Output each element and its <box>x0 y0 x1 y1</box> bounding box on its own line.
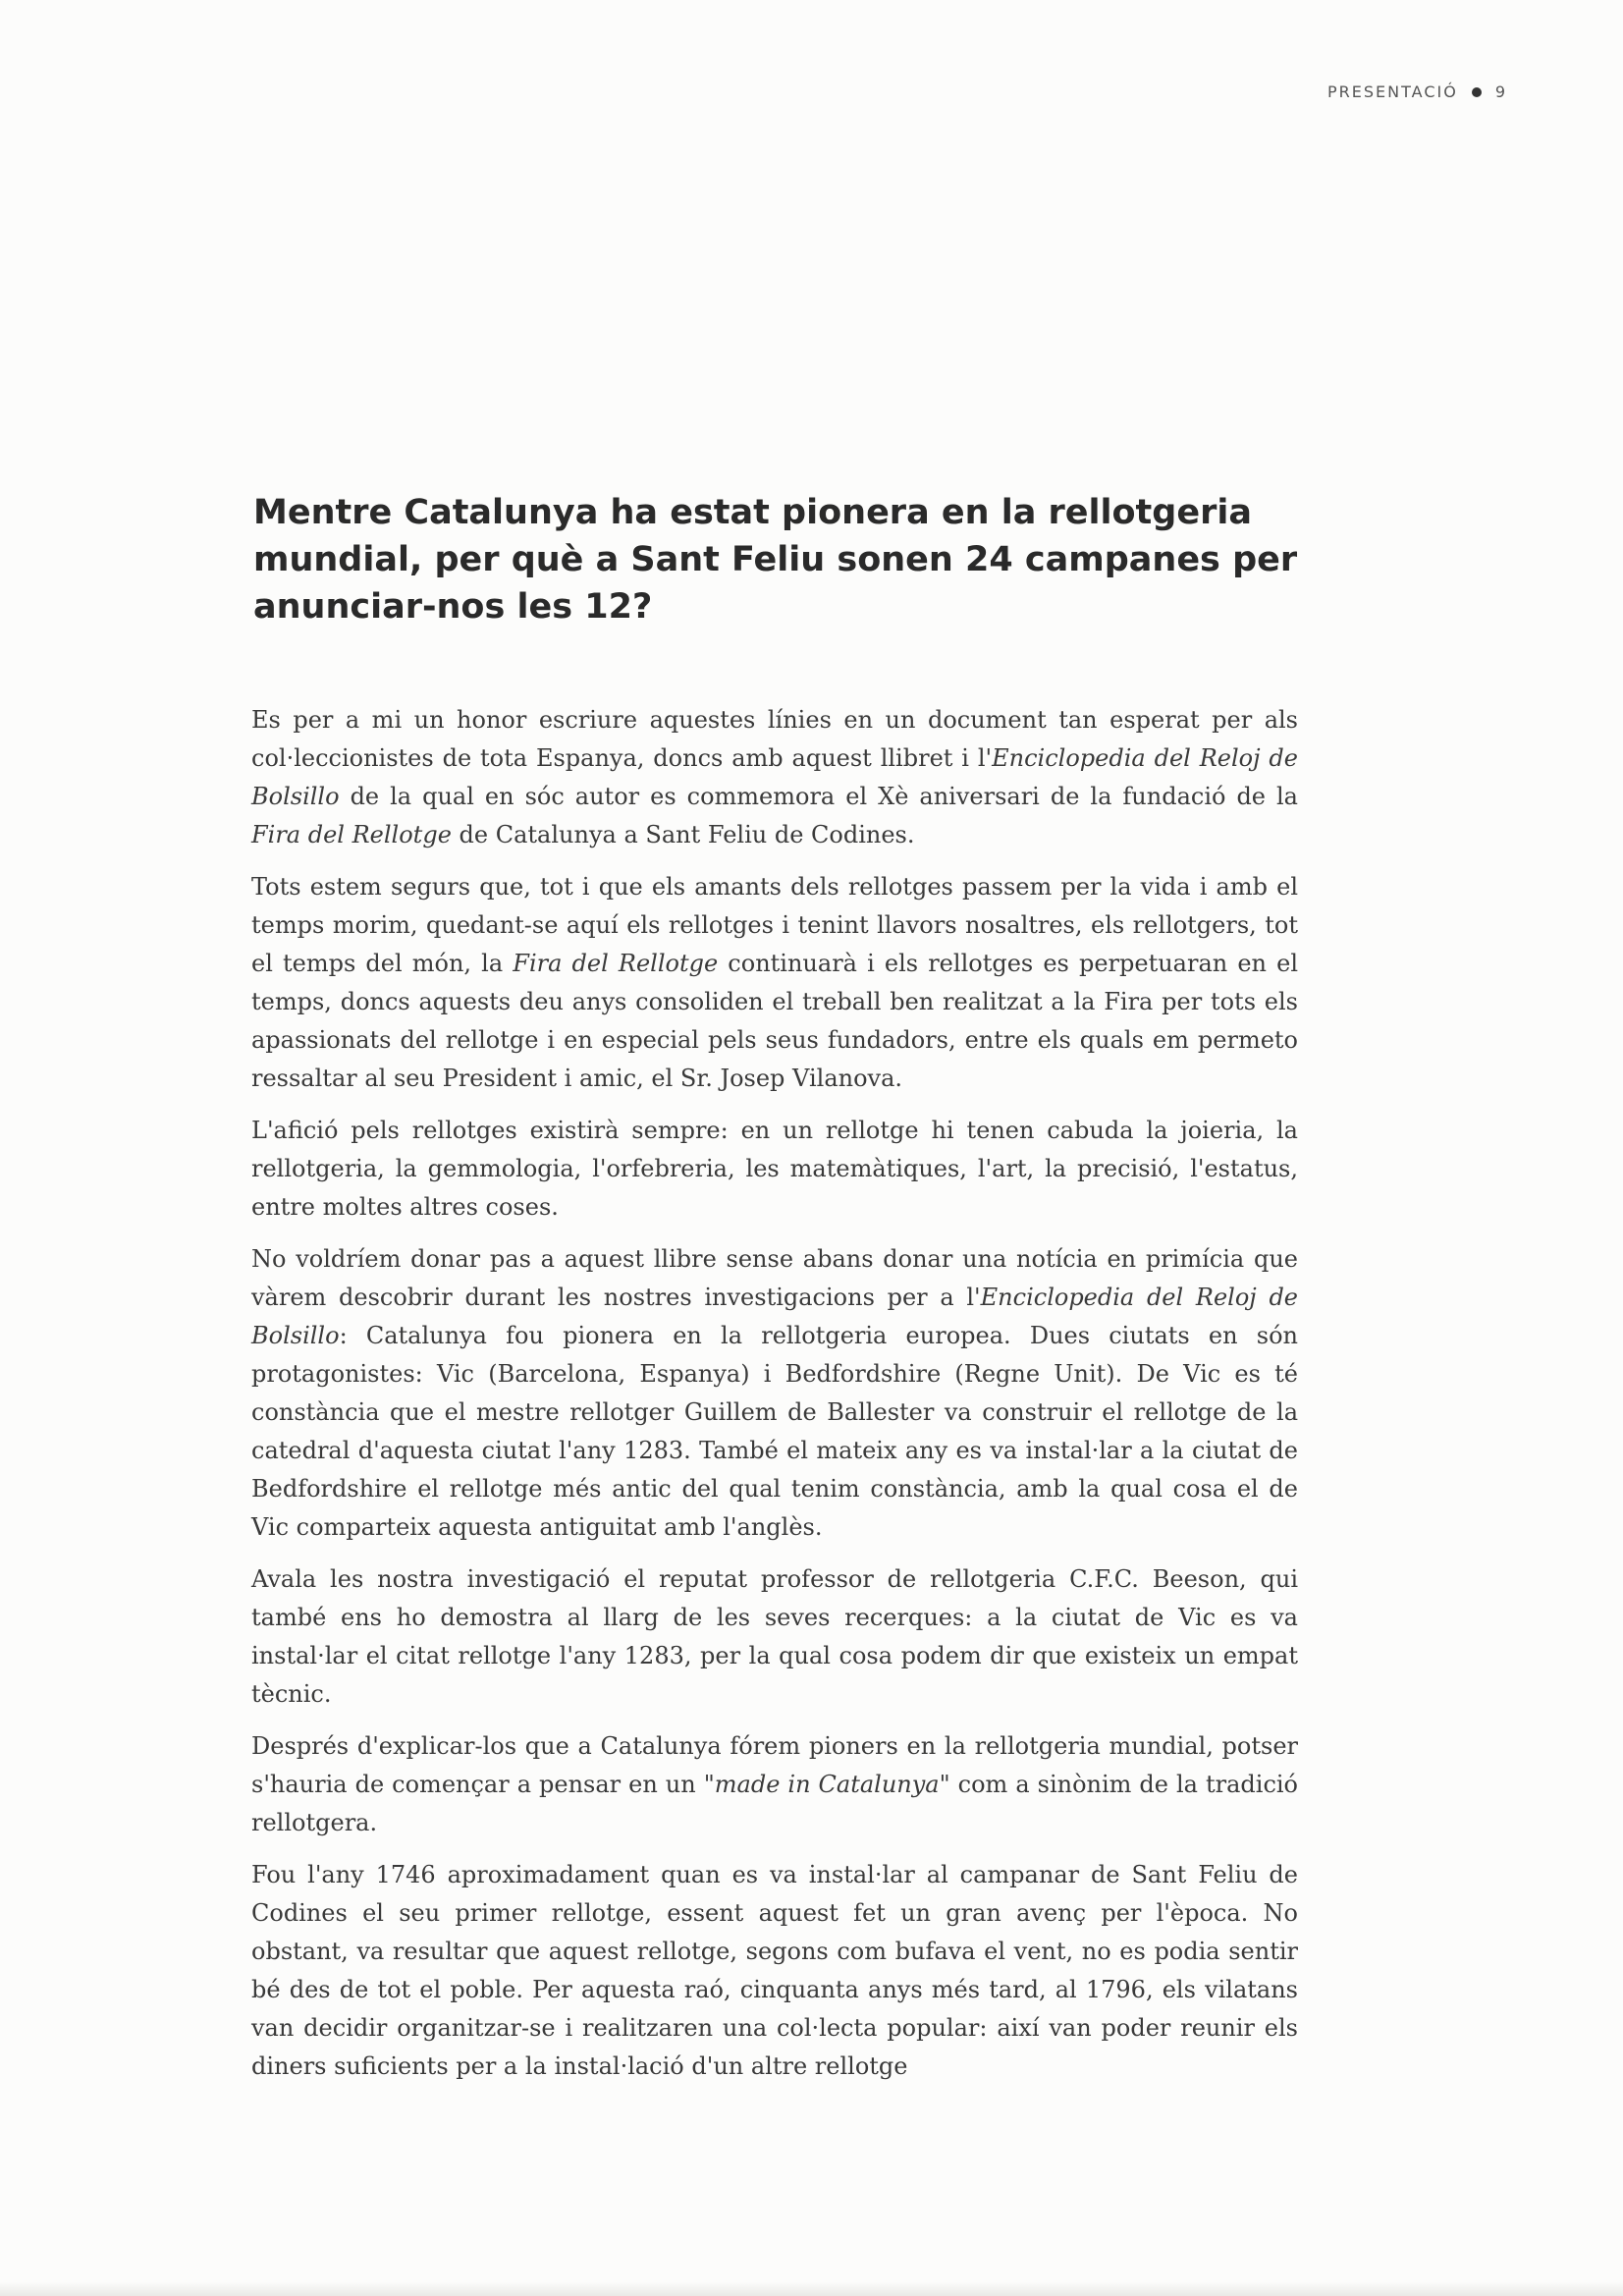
section-title: PRESENTACIÓ <box>1327 82 1458 101</box>
paragraph-text: L'afició pels rellotges existirà sempre: en un rellotge hi tenen cabuda la joieria, la rellotgeria, la gemmologia, l'orfebreria, les matemàtiques, l'art, la precisió, l'estatus, entre moltes altres coses. <box>251 1117 1298 1221</box>
paragraph-1 <box>251 701 1298 854</box>
paragraph-text: Tots estem segurs que, tot i que els amants dels rellotges passem per la vida i amb el temps morim, quedant-se aquí els rellotges i tenint llavors nosaltres, els rellotgers, tot el temps del món, la <box>251 873 1298 977</box>
page-edge-shadow <box>0 2282 1623 2296</box>
paragraph-3 <box>251 1112 1298 1227</box>
body-text <box>251 701 1298 2100</box>
bullet-dot-icon <box>1472 87 1482 97</box>
paragraph-6 <box>251 1727 1298 1842</box>
page-number: 9 <box>1494 82 1507 101</box>
paragraph-text: No voldríem donar pas a aquest llibre sense abans donar una notícia en primícia que vàrem descobrir durant les nostres investigacions per a l' <box>251 1245 1298 1311</box>
paragraph-2 <box>251 868 1298 1098</box>
slogan: made in Catalunya <box>714 1771 940 1798</box>
paragraph-7 <box>251 1856 1298 2086</box>
paragraph-5 <box>251 1560 1298 1714</box>
running-head <box>1327 82 1507 101</box>
paragraph-text: de Catalunya a Sant Feliu de Codines. <box>451 821 915 848</box>
paragraph-text: Avala les nostra investigació el reputat professor de rellotgeria C.F.C. Beeson, qui també ens ho demostra al llarg de les seves recerques: a la ciutat de Vic es va instal·lar el citat rellotge l'any 1283, per la qual cosa podem dir que existeix un empat tècnic. <box>251 1565 1298 1708</box>
paragraph-text: de la qual en sóc autor es commemora el Xè aniversari de la fundació de la <box>339 783 1298 810</box>
fair-name: Fira del Rellotge <box>513 950 719 977</box>
page-heading: Mentre Catalunya ha estat pionera en la rellotgeria mundial, per què a Sant Feliu sonen 24 campanes per anunciar-nos les 12? <box>253 493 1298 627</box>
paragraph-text: Després d'explicar-los que a Catalunya fórem pioners en la rellotgeria mundial, potser s'hauria de començar a pensar en un " <box>251 1732 1298 1798</box>
book-title: Enciclopedia del Reloj de Bolsillo <box>251 1284 1299 1349</box>
paragraph-text: Es per a mi un honor escriure aquestes línies en un document tan esperat per als col·leccionistes de tota Espanya, doncs amb aquest llibret i l' <box>251 706 1298 772</box>
paragraph-4 <box>251 1240 1298 1547</box>
paragraph-text: : Catalunya fou pionera en la rellotgeria europea. Dues ciutats en són protagonistes: Vic (Barcelona, Espanya) i Bedfordshire (Regne Unit). De Vic es té constància que el mestre rellotger Guillem de Ballester va construir el rellotge de la catedral d'aquesta ciutat l'any 1283. També el mateix any es va instal·lar a la ciutat de Bedfordshire el rellotge més antic del qual tenim constància, amb la qual cosa el de Vic comparteix aquesta antiguitat amb l'anglès. <box>251 1322 1298 1541</box>
fair-name: Fira del Rellotge <box>251 821 452 848</box>
book-title: Enciclopedia del Reloj de Bolsillo <box>251 744 1298 810</box>
paragraph-text: " com a sinònim de la tradició rellotgera. <box>251 1771 1299 1836</box>
paragraph-text: continuarà i els rellotges es perpetuaran en el temps, doncs aquests deu anys consoliden el treball ben realitzat a la Fira per tots els apassionats del rellotge i en especial pels seus fundadors, entre els quals em permeto ressaltar al seu President i amic, el Sr. Josep Vilanova. <box>251 950 1299 1092</box>
paragraph-text: Fou l'any 1746 aproximadament quan es va instal·lar al campanar de Sant Feliu de Codines el seu primer rellotge, essent aquest fet un gran avenç per l'època. No obstant, va resultar que aquest rellotge, segons com bufava el vent, no es podia sentir bé des de tot el poble. Per aquesta raó, cinquanta anys més tard, al 1796, els vilatans van decidir organitzar-se i realitzaren una col·lecta popular: així van poder reunir els diners suficients per a la instal·lació d'un altre rellotge <box>251 1861 1298 2080</box>
